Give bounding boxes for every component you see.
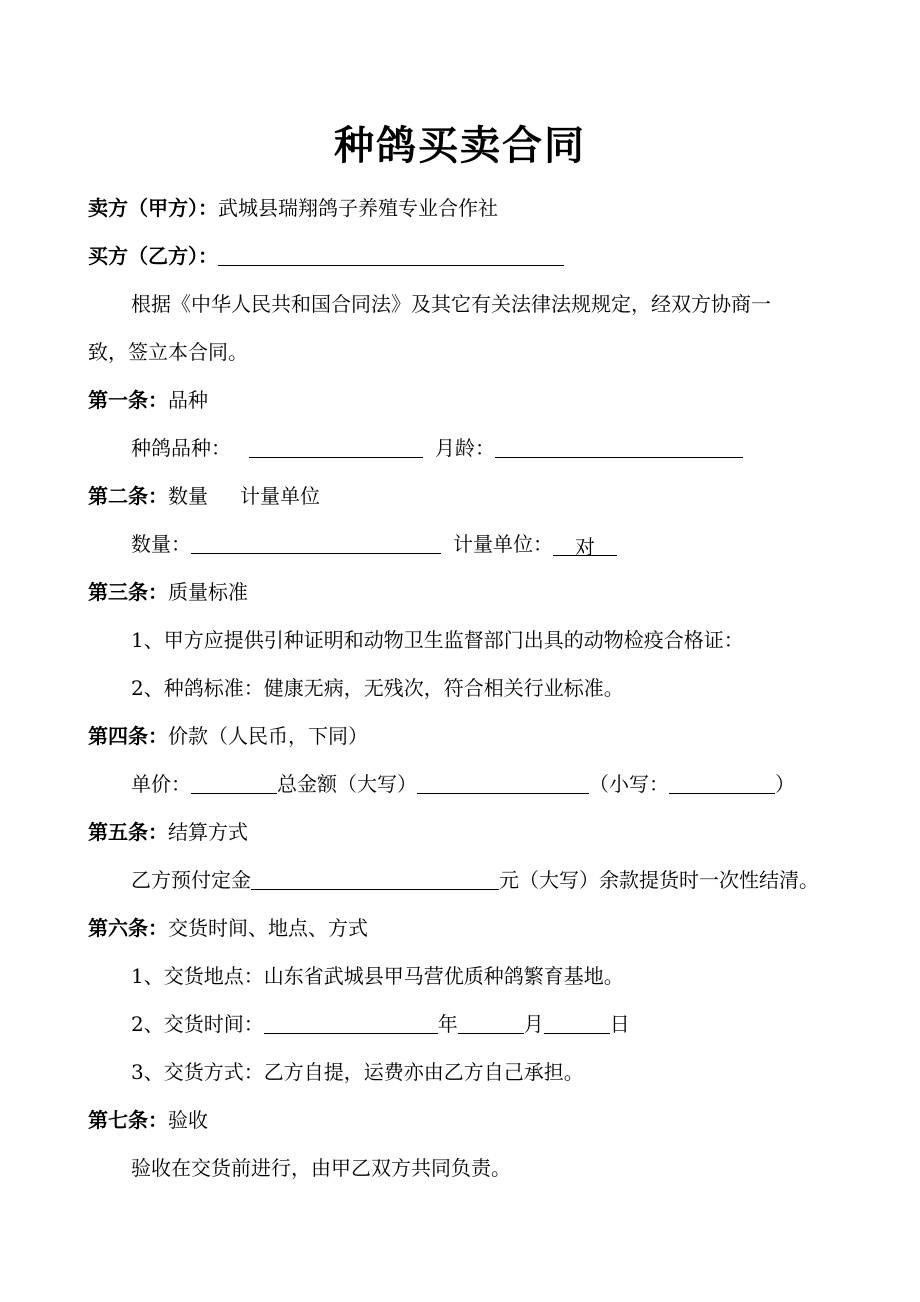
seller-value: 武城县瑞翔鸽子养殖专业合作社 (218, 196, 498, 220)
quantity-label: 数量： (131, 532, 191, 556)
buyer-blank (218, 243, 564, 266)
article-1-number: 第一条： (88, 388, 168, 412)
unit-label: 计量单位： (453, 532, 553, 556)
article-2-title-2: 计量单位 (240, 484, 320, 508)
buyer-label: 买方（乙方）： (88, 244, 218, 268)
article-2-number: 第二条： (88, 484, 168, 508)
article-6-title: 交货时间、地点、方式 (168, 916, 368, 940)
quantity-blank (191, 531, 441, 554)
article-4-content (131, 770, 860, 798)
article-5-content (131, 866, 860, 894)
preamble-line-2: 致，签立本合同。 (88, 340, 248, 364)
year-blank (264, 1011, 438, 1034)
article-5-heading (88, 818, 860, 846)
month-label: 月 (523, 1012, 544, 1036)
small-amount-open: （小写： (589, 772, 669, 796)
article-7-title: 验收 (168, 1108, 208, 1132)
article-5-title: 结算方式 (168, 820, 248, 844)
age-blank (495, 435, 743, 458)
deposit-blank (251, 867, 499, 890)
unit-price-label: 单价： (131, 772, 191, 796)
total-amount-blank (417, 771, 589, 794)
breed-label: 种鸽品种： (131, 436, 231, 460)
article-3-item-2: 2、种鸽标准：健康无病，无残次，符合相关行业标准。 (131, 676, 624, 700)
delivery-time-label: 2、交货时间： (131, 1012, 264, 1036)
article-3-title: 质量标准 (168, 580, 248, 604)
unit-value: 对 (553, 533, 617, 556)
breed-blank (249, 435, 423, 458)
article-7-number: 第七条： (88, 1108, 168, 1132)
article-1-heading (88, 386, 860, 414)
article-7-content: 验收在交货前进行，由甲乙双方共同负责。 (131, 1156, 511, 1180)
article-6-item-2 (131, 1010, 860, 1038)
age-label: 月龄： (435, 436, 495, 460)
article-4-title: 价款（人民币，下同） (168, 724, 368, 748)
buyer-line (88, 242, 860, 270)
deposit-text: 乙方预付定金 (131, 868, 251, 892)
total-amount-label: 总金额（大写） (277, 772, 417, 796)
unit-price-blank (191, 771, 277, 794)
article-5-number: 第五条： (88, 820, 168, 844)
article-7-heading (88, 1106, 860, 1134)
deposit-text-after: 元（大写）余款提货时一次性结清。 (499, 868, 819, 892)
article-6-item-1: 1、交货地点：山东省武城县甲马营优质种鸽繁育基地。 (131, 964, 624, 988)
article-2-heading (88, 482, 860, 510)
seller-label: 卖方（甲方）： (88, 196, 218, 220)
article-2-title: 数量 (168, 484, 208, 508)
article-6-number: 第六条： (88, 916, 168, 940)
article-6-item-3: 3、交货方式：乙方自提，运费亦由乙方自己承担。 (131, 1060, 584, 1084)
small-amount-close: ） (775, 772, 795, 796)
article-6-heading (88, 914, 860, 942)
year-label: 年 (437, 1012, 458, 1036)
article-1-content (131, 434, 860, 462)
article-3-item-1: 1、甲方应提供引种证明和动物卫生监督部门出具的动物检疫合格证： (131, 628, 744, 652)
article-3-heading (88, 578, 860, 606)
month-blank (458, 1011, 524, 1034)
preamble-line-1: 根据《中华人民共和国合同法》及其它有关法律法规规定，经双方协商一 (131, 292, 771, 316)
day-label: 日 (609, 1012, 630, 1036)
seller-line (88, 194, 860, 222)
article-4-heading (88, 722, 860, 750)
article-2-content (131, 530, 860, 558)
article-3-number: 第三条： (88, 580, 168, 604)
article-4-number: 第四条： (88, 724, 168, 748)
small-amount-blank (669, 771, 775, 794)
day-blank (544, 1011, 610, 1034)
document-title: 种鸽买卖合同 (334, 122, 586, 169)
article-1-title: 品种 (168, 388, 208, 412)
